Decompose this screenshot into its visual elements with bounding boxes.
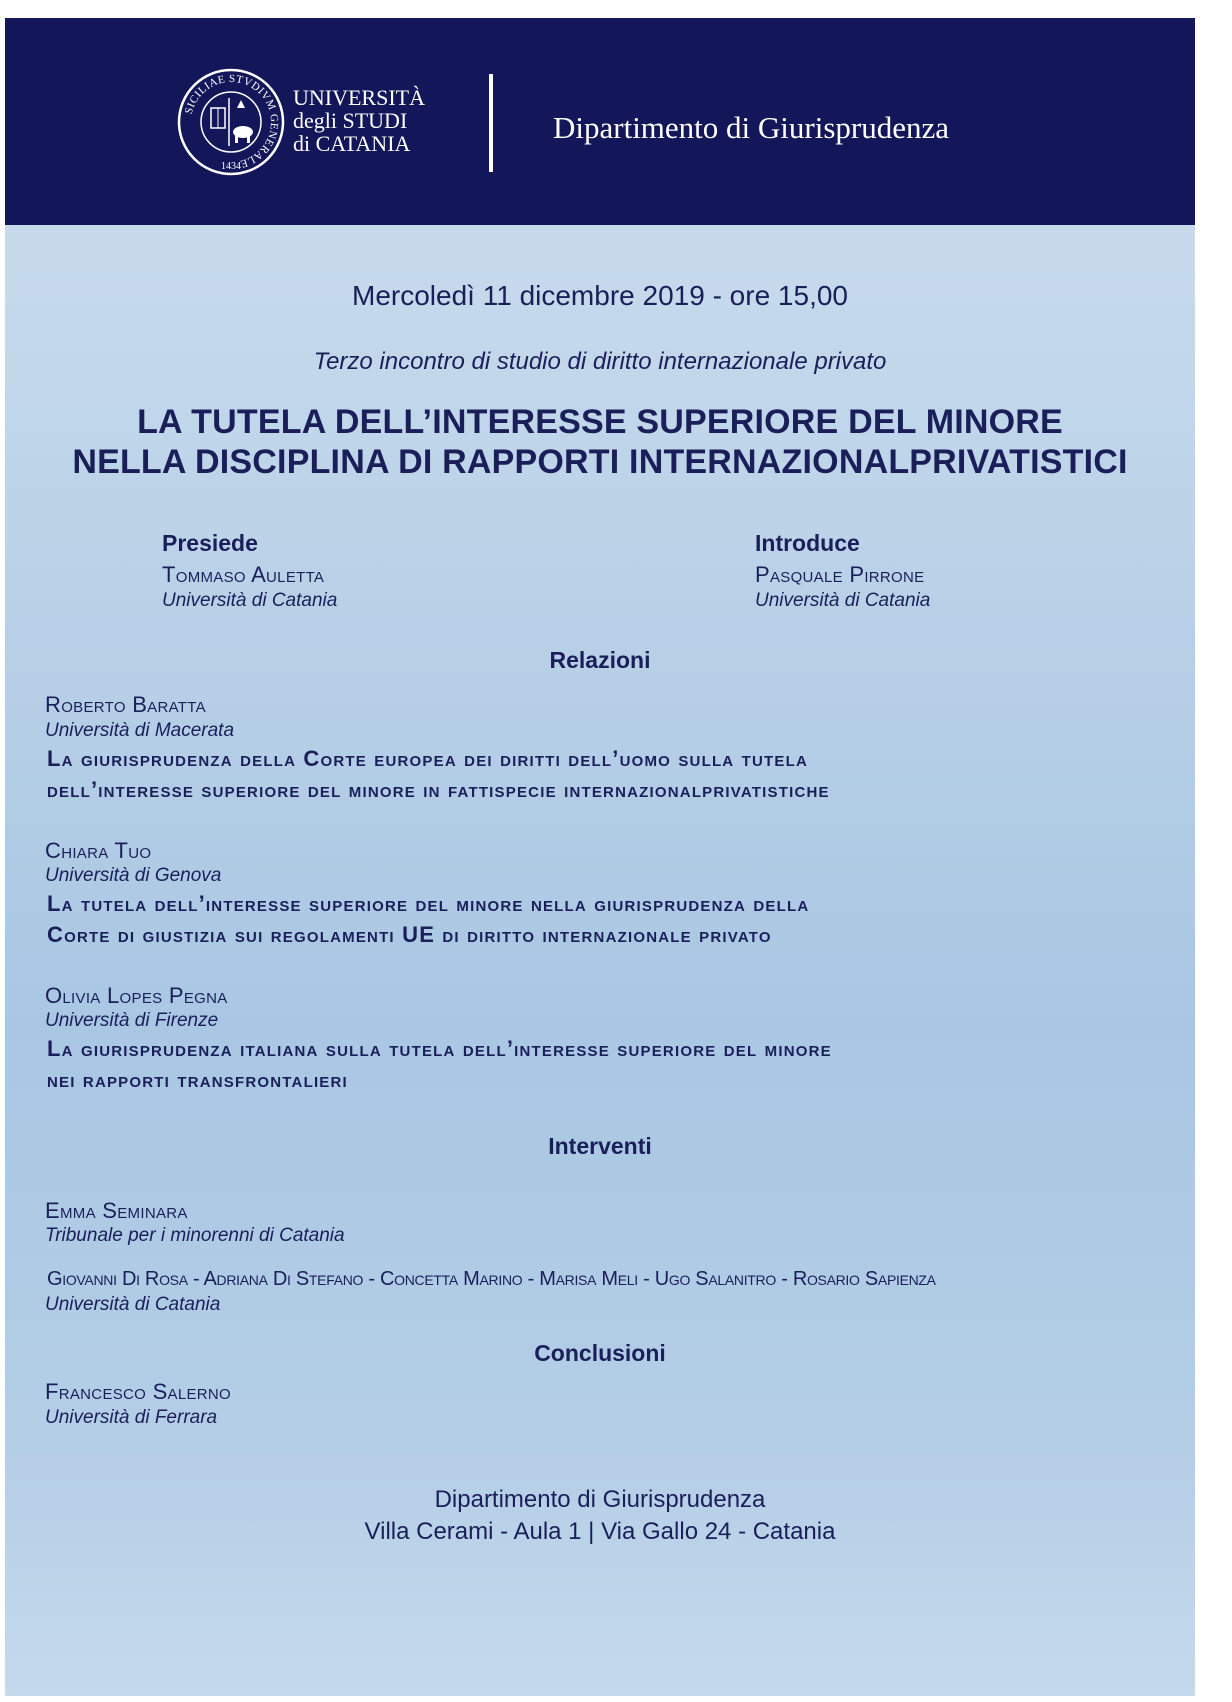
relazioni-heading: Relazioni	[549, 647, 651, 673]
speaker-affiliation: Università di Firenze	[45, 1010, 219, 1031]
event-title-line: NELLA DISCIPLINA DI RAPPORTI INTERNAZIONALPRIVATISTICI	[72, 443, 1128, 481]
department-title: Dipartimento di Giurisprudenza	[553, 110, 950, 145]
intro-role: Introduce	[755, 530, 860, 556]
speaker-name: Chiara Tuo	[45, 838, 152, 863]
talk-title-line: La giurisprudenza italiana sulla tutela dell’interesse superiore del minore	[47, 1036, 832, 1061]
talk-title-line: nei rapporti transfrontalieri	[47, 1067, 348, 1092]
speaker-affiliation: Università di Macerata	[45, 720, 235, 741]
seal-year: 1434	[221, 161, 241, 172]
speaker-name: Francesco Salerno	[45, 1379, 232, 1404]
speaker-name: Emma Seminara	[45, 1198, 188, 1223]
talk-title-line: Corte di giustizia sui regolamenti UE di diritto internazionale privato	[47, 922, 772, 947]
seal-text: SICILIAE STVDIVM GENERALE	[182, 72, 281, 170]
speaker-affiliation: Università di Ferrara	[45, 1407, 218, 1428]
event-title-line: LA TUTELA DELL’INTERESSE SUPERIORE DEL MINORE	[137, 403, 1063, 441]
interventi-heading: Interventi	[548, 1133, 652, 1159]
intro-name: Pasquale Pirrone	[755, 562, 925, 587]
speaker-name: Roberto Baratta	[45, 692, 206, 717]
talk-title	[47, 743, 1167, 805]
university-name-line: degli STUDI	[293, 108, 408, 133]
university-name	[293, 86, 425, 155]
speaker-name: Olivia Lopes Pegna	[45, 983, 228, 1008]
university-name-line: UNIVERSITÀ	[293, 85, 425, 110]
event-date: Mercoledì 11 dicembre 2019 - ore 15,00	[352, 280, 848, 311]
event-subtitle: Terzo incontro di studio di diritto internazionale privato	[313, 348, 887, 375]
talk-title-line: dell’interesse superiore del minore in fattispecie internazionalprivatistiche	[47, 777, 830, 802]
talk-title	[47, 1033, 1167, 1095]
header-band	[5, 18, 1195, 225]
chair-name: Tommaso Auletta	[162, 562, 325, 587]
university-name-line: di CATANIA	[293, 131, 411, 156]
intro-affiliation: Università di Catania	[755, 590, 931, 611]
svg-text:SICILIAE STVDIVM GENERALE	[183, 73, 280, 170]
talk-title-line: La tutela dell’interesse superiore del minore nella giurisprudenza della	[47, 891, 810, 916]
speakers-group-affiliation: Università di Catania	[45, 1294, 221, 1315]
chair-role: Presiede	[162, 530, 258, 556]
speaker-affiliation: Tribunale per i minorenni di Catania	[45, 1225, 345, 1246]
venue-department: Dipartimento di Giurisprudenza	[434, 1486, 766, 1513]
speakers-group: Giovanni Di Rosa - Adriana Di Stefano - Concetta Marino - Marisa Meli - Ugo Salanitro - Rosario Sapienza	[47, 1268, 936, 1290]
poster	[5, 18, 1195, 1696]
talk-title	[47, 888, 1167, 950]
conclusioni-heading: Conclusioni	[534, 1340, 666, 1366]
chair-affiliation: Università di Catania	[162, 590, 338, 611]
header-divider	[489, 74, 493, 172]
venue-address: Villa Cerami - Aula 1 | Via Gallo 24 - Catania	[364, 1518, 836, 1545]
event-title	[5, 402, 1195, 482]
speaker-affiliation: Università di Genova	[45, 865, 222, 886]
talk-title-line: La giurisprudenza della Corte europea dei diritti dell’uomo sulla tutela	[47, 746, 809, 771]
university-seal-logo	[177, 68, 285, 176]
